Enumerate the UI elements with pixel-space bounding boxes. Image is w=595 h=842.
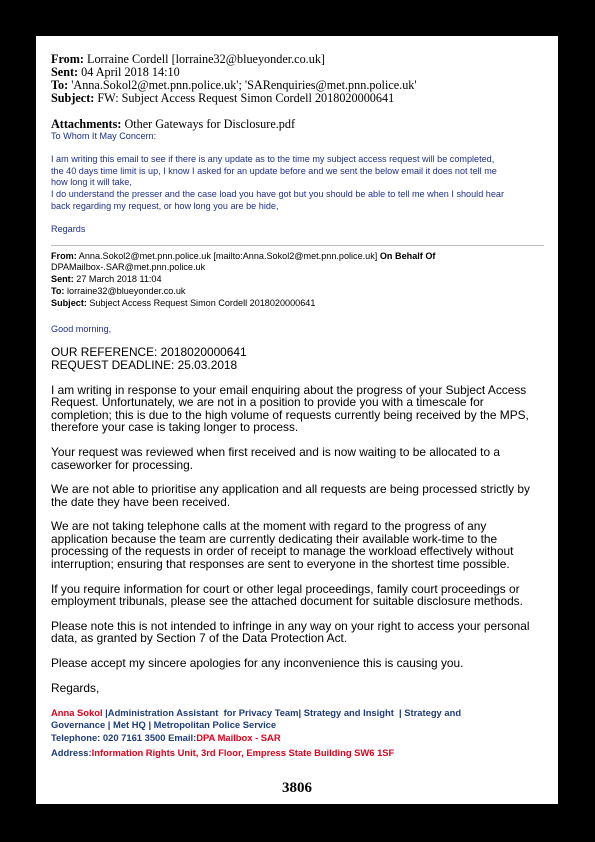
signature-role: |Administration Assistant for Privacy Team| Strategy and Insight | Strategy and	[102, 707, 462, 719]
reply-body	[51, 346, 544, 694]
reply-from-label: From:	[51, 250, 77, 261]
body-line: If you require information for court or other legal proceedings, family court proceedings or	[51, 581, 520, 596]
attachment-link[interactable]: Other Gateways for Disclosure.pdf	[124, 117, 296, 131]
body-line: processing of the requests in order of receipt to manage the workload effectively without	[51, 544, 514, 559]
body-line: application because the team are currently dedicating their available work-time to the	[51, 531, 498, 546]
address-value: Information Rights Unit, 3rd Floor, Empress State Building SW6 1SF	[91, 746, 395, 758]
body-line: interruption; ensuring that responses are sent to everyone in the shortest time possible.	[51, 557, 510, 572]
email-signature	[51, 707, 544, 759]
paragraph	[51, 620, 544, 645]
paragraph	[51, 520, 544, 570]
sent-value: 04 April 2018 14:10	[81, 65, 180, 79]
reply-greeting: Good morning,	[51, 323, 112, 334]
sent-label: Sent:	[51, 65, 79, 79]
reply-signoff: Regards,	[51, 680, 100, 695]
reply-from-line	[51, 251, 544, 263]
body-line: I am writing in response to your email enquiring about the progress of your Subject Access	[51, 382, 527, 397]
original-email-body	[51, 131, 544, 236]
body-line: completion; this is due to the high volume of requests currently being received by the MPS,	[51, 407, 529, 422]
greeting: To Whom It May Concern:	[51, 131, 157, 141]
signature-contact	[51, 732, 544, 744]
separator-line	[51, 245, 544, 246]
behalf-label: On Behalf Of	[379, 250, 436, 261]
body-line: Please note this is not intended to infringe in any way on your right to access your personal	[51, 618, 530, 633]
paragraph	[51, 446, 544, 471]
body-line: back regarding my request, or how long you are be hide,	[51, 200, 279, 211]
body-line: Request. Unfortunately, we are not in a position to provide you with a timescale for	[51, 395, 484, 410]
address-label: Address:	[51, 746, 92, 758]
to-label: To:	[51, 78, 69, 92]
reply-sent-label: Sent:	[51, 274, 74, 285]
body-line: the 40 days time limit is up, I know I asked for an update before and we sent the below email it does not tell me	[51, 165, 497, 176]
subject-label: Subject:	[51, 91, 95, 105]
body-line: Please accept my sincere apologies for any inconvenience this is causing you.	[51, 656, 464, 671]
signature-email[interactable]: DPA Mailbox - SAR	[196, 731, 281, 743]
body-line: therefore your case is taking longer to process.	[51, 420, 299, 435]
paragraph	[51, 483, 544, 508]
signature-line-1	[51, 707, 544, 719]
reply-sent-value: 27 March 2018 11:04	[76, 274, 162, 285]
reply-from-value: Anna.Sokol2@met.pnn.police.uk [mailto:Anna.Sokol2@met.pnn.police.uk]	[78, 250, 378, 261]
body-line: how long it will take,	[51, 177, 132, 188]
body-line: I do understand the presser and the case load you have got but you should be able to tell me when I should hear	[51, 189, 504, 200]
reply-to-value: lorraine32@blueyonder.co.uk	[67, 285, 186, 296]
reply-email-header	[51, 251, 544, 310]
body-line: caseworker for processing.	[51, 457, 194, 472]
signature-org: Governance | Met HQ | Metropolitan Police Service	[51, 719, 277, 731]
reply-sent-line	[51, 274, 544, 286]
subject-line	[51, 92, 544, 105]
body-line: data, as granted by Section 7 of the Data Protection Act.	[51, 631, 348, 646]
signoff: Regards	[51, 223, 86, 234]
body-line: We are not able to prioritise any application and all requests are being processed strictly by	[51, 482, 530, 497]
page-number: 3806	[282, 780, 312, 796]
attachments-label: Attachments:	[51, 117, 122, 131]
from-value: Lorraine Cordell [lorraine32@blueyonder.co.uk]	[87, 52, 325, 66]
email-printout-page	[36, 36, 558, 804]
body-line: the date they have been received.	[51, 494, 231, 509]
paragraph	[51, 657, 544, 670]
reply-subject-line	[51, 298, 544, 310]
body-line: employment tribunals, please see the attached document for suitable disclosure methods.	[51, 594, 523, 609]
paragraph	[51, 583, 544, 608]
attachments-line	[51, 118, 544, 131]
reply-to-line	[51, 286, 544, 298]
reply-subject-label: Subject:	[51, 297, 87, 308]
from-label: From:	[51, 52, 84, 66]
deadline-line: REQUEST DEADLINE: 25.03.2018	[51, 357, 238, 372]
to-value: 'Anna.Sokol2@met.pnn.police.uk'; 'SARenquiries@met.pnn.police.uk'	[71, 78, 417, 92]
signature-name: Anna Sokol	[51, 707, 103, 719]
body-line: I am writing this email to see if there is any update as to the time my subject access request will be completed,	[51, 153, 495, 164]
signature-address	[51, 747, 544, 759]
body-line: We are not taking telephone calls at the moment with regard to the progress of any	[51, 519, 487, 534]
subject-value: FW: Subject Access Request Simon Cordell 2018020000641	[97, 91, 395, 105]
behalf-value: DPAMailbox-.SAR@met.pnn.police.uk	[51, 262, 206, 273]
body-line: Your request was reviewed when first received and is now waiting to be allocated to a	[51, 444, 501, 459]
para-lines	[51, 154, 544, 213]
reference-line: OUR REFERENCE: 2018020000641	[51, 345, 247, 360]
reply-subject-value: Subject Access Request Simon Cordell 2018020000641	[89, 297, 316, 308]
paragraph	[51, 384, 544, 434]
reply-to-label: To:	[51, 285, 65, 296]
original-email-header	[51, 53, 544, 131]
signature-phone: Telephone: 020 7161 3500 Email:	[51, 731, 197, 743]
